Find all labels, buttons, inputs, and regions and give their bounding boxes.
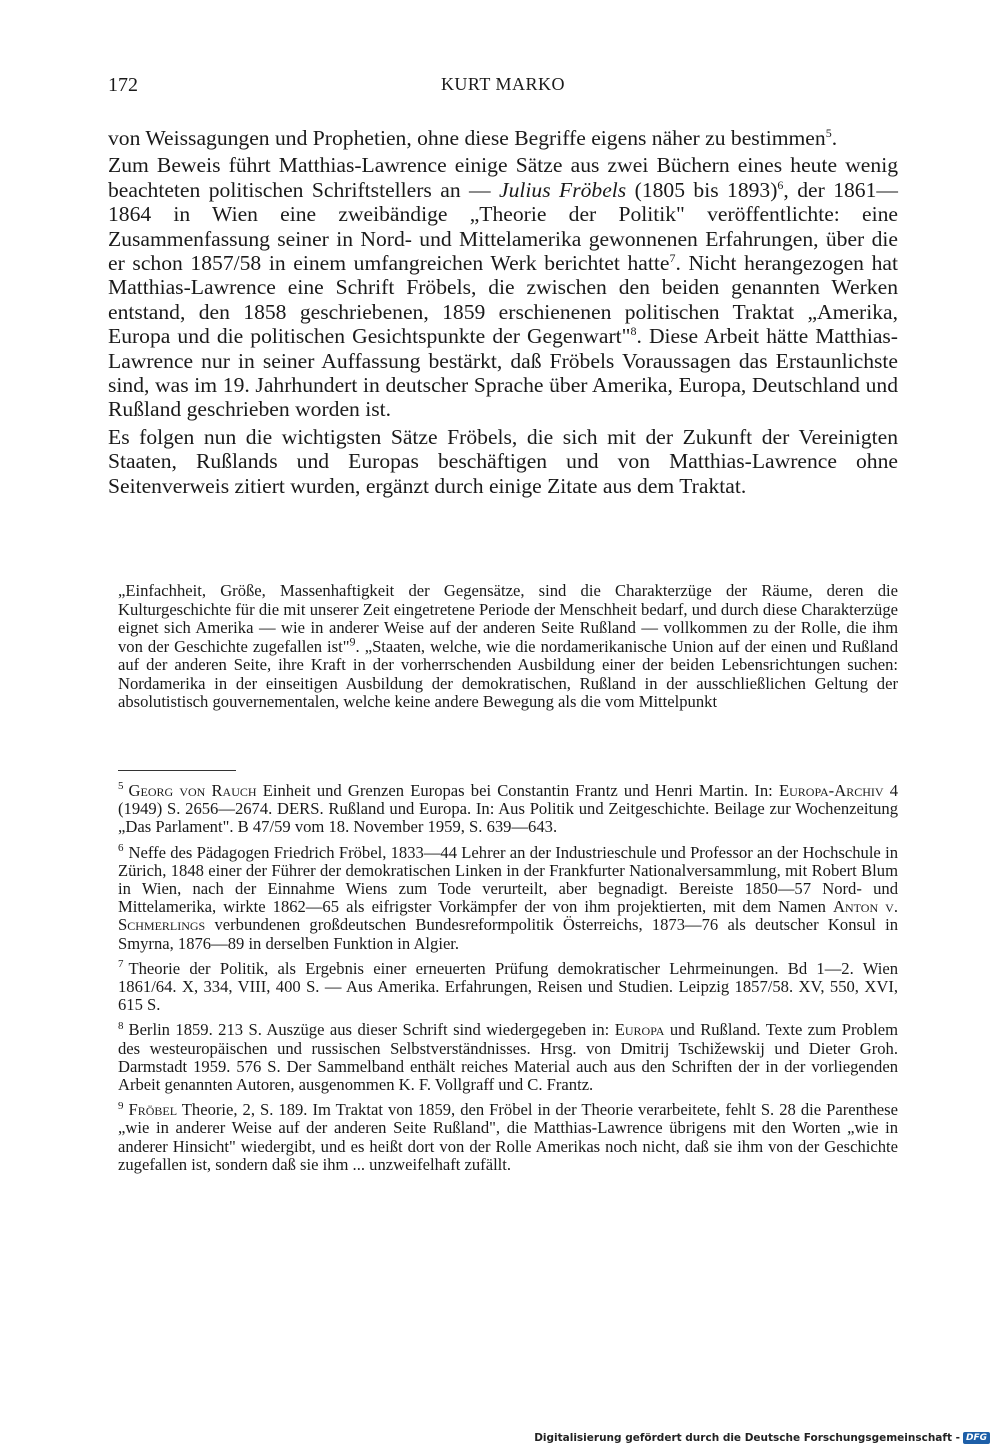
running-title: KURT MARKO xyxy=(440,74,566,94)
footnote-text: Berlin 1859. 213 S. Auszüge aus dieser Schrift sind wiedergegeben in: xyxy=(128,1020,615,1040)
footnote-mark: 7 xyxy=(118,958,124,971)
footnote-ref-7[interactable]: 7 xyxy=(669,250,676,265)
paragraph-2-text-d: . Nicht herangezogen hat Matthias-Lawrence eine Schrift Fröbels, die zwischen den beiden genannten Werken entstand, den 1858 geschriebenen, 1859 erschienenen politischen Traktat „Amerika, Europa und die politischen Gesichtspunkte der Gegenwart" xyxy=(108,251,899,349)
quote-text-a: „Einfachheit, Größe, Massenhaftigkeit der Gegensätze, sind die Charakterzüge der Räume, deren die Kulturgeschichte für die mit unserer Zeit eingetretene Periode der Menschheit bedarf, und durch diese Charakterzüge eignet sich Amerika — wie in anderer Weise auf der anderen Seite Rußland — vollkommen zu der Rolle, die ihm von der Geschichte zugefallen ist" xyxy=(118,581,898,656)
footnote-9 xyxy=(118,1101,898,1174)
paragraph-2-text-c: , der 1861—1864 in Wien eine zweibändige „Theorie der Politik" veröffentlichte: eine Zusammenfassung seiner in Nord- und Mittelamerika gewonnenen Erfahrungen, über die er schon 1857/58 in einem umfangreichen Werk berichtet hatte xyxy=(108,177,898,276)
footnote-text: Theorie der Politik, als Ergebnis einer erneuerten Prüfung demokratischer Lehrmeinungen. Bd 1—2. Wien 1861/64. X, 334, VIII, 400 S. — Aus Amerika. Erfahrungen, Reisen und Studien. Leipzig 1857/58. XV, 550, XVI, 615 S. xyxy=(118,958,898,1015)
paragraph-1-text: von Weissagungen und Prophetien, ohne diese Begriffe eigens näher zu bestimmen xyxy=(108,126,826,150)
footnote-6 xyxy=(118,844,898,953)
paragraph-2-text-e: . Diese Arbeit hätte Matthias-Lawrence nur in seiner Auffassung bestärkt, daß Fröbels Voraussagen das Erstaunlichste sind, was im 19. Jahrhundert in deutscher Sprache über Amerika, Europa, Deutschland und Rußland geschrieben worden ist. xyxy=(108,324,898,422)
footnote-ref-8[interactable]: 8 xyxy=(630,324,637,339)
footnote-text: verbundenen großdeutschen Bundesreformpolitik Österreichs, 1873—76 als deutscher Konsul in Smyrna, 1876—89 in derselben Funktion in Algier. xyxy=(118,915,898,953)
footnote-text: und Rußland. Texte zum Problem des westeuropäischen und russischen Selbstverständnisses. Hrsg. von Dmitrij Tschižewskij und Dieter Groh. Darmstadt 1959. 576 S. Der Sammelband enthält reiches Material auch aus den Schriften der in der vorliegenden Arbeit genannten Autoren, ausgenommen K. F. Vollgraff und C. Frantz. xyxy=(118,1020,898,1095)
footnote-mark: 5 xyxy=(118,780,124,793)
footnote-mark: 9 xyxy=(118,1099,124,1112)
footnote-source: Europa xyxy=(614,1020,665,1040)
footnote-7 xyxy=(118,960,898,1015)
footnote-author: Georg von Rauch xyxy=(128,781,257,800)
paragraph-2 xyxy=(108,153,898,421)
quote-text-b: . „Staaten, welche, wie die nordamerikanische Union auf der einen und Rußland auf der anderen Seite, ihre Kraft in der vorherrschenden Ausbildung einer der beiden Lebensrichtungen suchen: Nordamerika in der einseitigen Ausbildung der demokratischen, Rußland in der ausschließlichen Geltung der absolutistisch gouvernementalen, welche keine andere Bewegung als die vom Mittelpunkt xyxy=(118,636,898,711)
paragraph-1 xyxy=(108,126,898,150)
paragraph-2-text-a: Zum Beweis führt Matthias-Lawrence einige Sätze aus zwei Büchern eines heute wenig beachteten politischen Schriftstellers an — xyxy=(108,153,898,202)
author-name: Julius Fröbels xyxy=(499,177,627,202)
footnote-text: Theorie, 2, S. 189. Im Traktat von 1859, den Fröbel in der Theorie verarbeitete, fehlt S. 28 die Parenthese „wie in anderer Weise auf der anderen Seite Rußland", die Matthias-Lawrence übrigens mit den Worten „wie in anderer Hinsicht" wiedergibt, und es heißt dort von der Rolle Amerikas noch nicht, daß sie ihm von der Geschichte zugefallen ist, sondern daß sie ihm ... unzweifelhaft zufällt. xyxy=(118,1100,898,1174)
footnote-text: 4 (1949) S. 2656—2674. DERS. Rußland und Europa. In: Aus Politik und Zeitgeschichte. Beilage zur Wochenzeitung „Das Parlament". B 47/59 vom 18. November 1959, S. 639—643. xyxy=(118,781,898,837)
footnote-5 xyxy=(118,782,898,837)
footnote-mark: 6 xyxy=(118,842,124,855)
digitization-credit xyxy=(534,1430,990,1446)
footnote-ref-9[interactable]: 9 xyxy=(349,633,356,648)
paragraph-3: Es folgen nun die wichtigsten Sätze Fröbels, die sich mit der Zukunft der Vereinigten Staaten, Rußlands und Europas beschäftigen und von Matthias-Lawrence ohne Seitenverweis zitiert wurden, ergänzt durch einige Zitate aus dem Traktat. xyxy=(108,424,898,498)
dfg-logo-icon: DFG xyxy=(963,1432,990,1444)
footnote-ref-5[interactable]: 5 xyxy=(825,125,832,140)
footnotes xyxy=(118,782,898,1181)
page-number: 172 xyxy=(108,74,138,96)
paragraph-2-text-b: (1805 bis 1893) xyxy=(626,177,778,202)
footnote-8 xyxy=(118,1021,898,1094)
page-header xyxy=(108,74,898,102)
block-quote xyxy=(118,582,898,712)
main-text xyxy=(108,126,898,501)
footnote-person: Anton v. Schmerlings xyxy=(118,897,898,935)
footnote-text: Einheit und Grenzen Europas bei Constantin Frantz und Henri Martin. In: xyxy=(256,781,779,800)
footnote-mark: 8 xyxy=(118,1019,124,1032)
footnote-text: Neffe des Pädagogen Friedrich Fröbel, 1833—44 Lehrer an der Industrieschule und Professor an der Hochschule in Zürich, 1848 einer der Führer der demokratischen Linken in der Frankfurter Nationalversammlung, mit Robert Blum in Wien, nach der Einnahme Wiens zum Tode verurteilt, aber begnadigt. Bereiste 1850—57 Nord- und Mittelamerika, wirkte 1862—65 als eifrigster Vorkämpfer der von ihm projektierten, mit dem Namen xyxy=(118,842,898,917)
footnote-source: Europa-Archiv xyxy=(778,781,884,800)
footnote-person: Fröbel xyxy=(128,1100,178,1120)
paragraph-1-end: . xyxy=(831,126,838,150)
credit-text: Digitalisierung gefördert durch die Deutsche Forschungsgemeinschaft - xyxy=(534,1432,960,1444)
footnote-ref-6[interactable]: 6 xyxy=(777,177,784,192)
footnote-divider xyxy=(118,770,236,771)
